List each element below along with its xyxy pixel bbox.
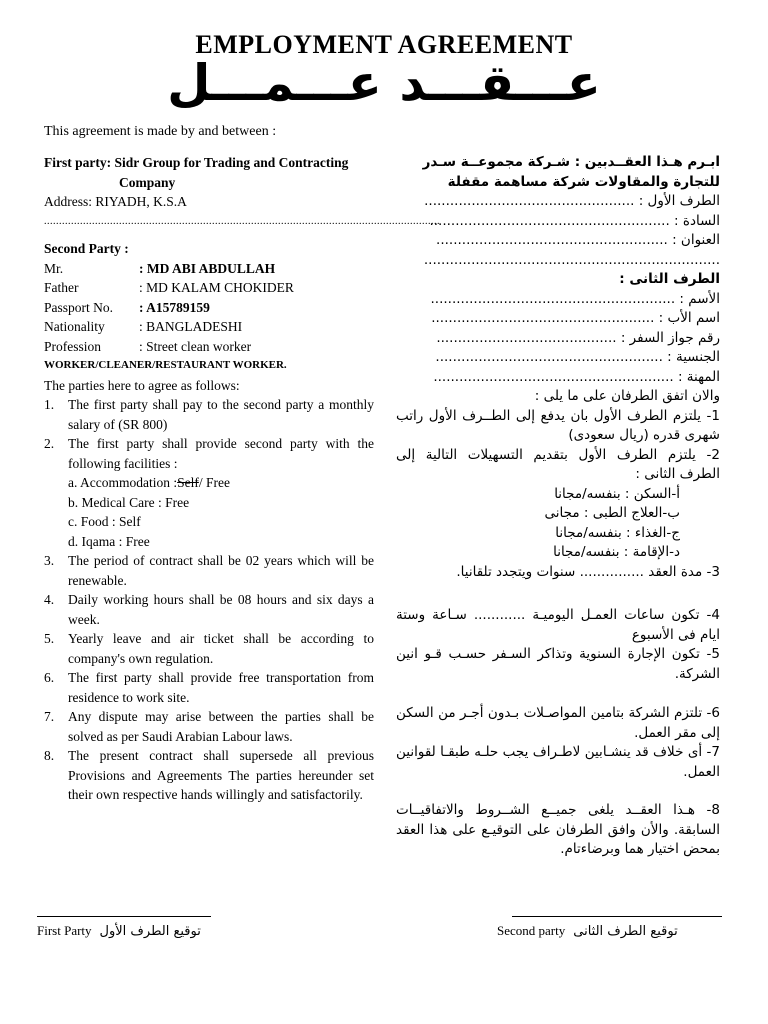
arabic-head-line2: للتجارة والمقاولات شركة مساهمة مقفلة xyxy=(447,173,720,190)
second-party-heading: Second Party : xyxy=(44,241,129,256)
arabic-facility: ب-العلاج الطبى : مجانى xyxy=(544,505,680,521)
arabic-clause-7: 7- أى خلاف قد ينشـابين لاطـراف يجب حلـه طبقـا لقوانين العمل. xyxy=(396,744,720,780)
first-party-line2: Company xyxy=(119,174,176,190)
field-label: Profession xyxy=(44,338,101,354)
field-row xyxy=(44,298,374,318)
clause-item: 8. The present contract shall supersede all previous Provisions and Agreements The parties hereunder set their own respective hands willingly and satisfactorily. xyxy=(44,748,374,802)
clause-item: 4. Daily working hours shall be 08 hours and six days a week. xyxy=(44,592,374,627)
field-label: Mr. xyxy=(44,260,64,276)
field-value: : Street clean worker xyxy=(139,338,252,354)
clause-item: 5. Yearly leave and air ticket shall be according to company's own regulation. xyxy=(44,631,374,666)
arabic-field-line: ..................................................................... xyxy=(423,251,720,268)
facility-iqama: d. Iqama : Free xyxy=(68,533,150,549)
arabic-facility: د-الإقامة : بنفسه/مجانا xyxy=(553,544,680,560)
facility-medical: b. Medical Care : Free xyxy=(68,494,190,510)
field-row xyxy=(44,259,374,279)
english-column xyxy=(44,153,440,805)
profession-extra: WORKER/CLEANER/RESTAURANT WORKER. xyxy=(44,359,287,371)
field-value: : MD KALAM CHOKIDER xyxy=(139,280,294,295)
agree-line: The parties here to agree as follows: xyxy=(44,377,240,393)
field-label: Father xyxy=(44,280,79,295)
dotted-line: .................................................................................................................................... xyxy=(44,215,440,227)
title-arabic: عـــقـــد عـــمـــل xyxy=(167,54,601,112)
second-party-signature-label: Second party توقيع الطرف الثانى xyxy=(497,923,678,939)
clause-list xyxy=(44,395,374,805)
field-value: : BANGLADESHI xyxy=(139,319,243,334)
arabic-field-line: رقم جواز السفر : .......................................... xyxy=(436,329,720,346)
arabic-clause-4: 4- تكون ساعات العمـل اليوميـة ............ سـاعة وستة ايام فى الأسبوع 5- تكون الإجارة السنوية وتذاكر السـفر حسـب قـو انين الشركة. xyxy=(396,606,720,684)
arabic-clause-2: 2- يلتزم الطرف الأول بتقديم التسهيلات التالية إلى الطرف الثانى : xyxy=(396,446,720,482)
arabic-clause-5: 5- تكون الإجارة السنوية وتذاكر السـفر حسـب قـو انين الشركة. xyxy=(396,646,720,682)
first-party-signature-line xyxy=(37,916,211,917)
arabic-head-line1: ابـرم هـذا العقــدبين : شـركة مجموعــة سـدر xyxy=(422,154,720,170)
field-label: Passport No. xyxy=(44,299,114,315)
clause-item: 7. Any dispute may arise between the parties shall be solved as per Saudi Arabian Labour laws. xyxy=(44,709,374,744)
field-row xyxy=(44,337,374,357)
field-value: : A15789159 xyxy=(139,299,210,315)
clause-item: 2. The first party shall provide second party with the following facilities : xyxy=(44,436,374,471)
arabic-field-line: الجنسية : ..................................................... xyxy=(435,349,720,365)
first-party-line1: First party: Sidr Group for Trading and Contracting xyxy=(44,155,349,170)
field-label: Nationality xyxy=(44,319,105,334)
title-english: EMPLOYMENT AGREEMENT xyxy=(195,30,573,59)
field-row xyxy=(44,278,374,298)
arabic-second-heading: الطرف الثانى : xyxy=(619,271,720,287)
arabic-clause-1: 1- يلتزم الطرف الأول بان يدفع إلى الطــرف الأول راتب شهرى قدره (ريال سعودى) xyxy=(396,407,720,443)
arabic-field-line: السادة : ........................................................ xyxy=(429,212,720,229)
arabic-field-line: العنوان : ...................................................... xyxy=(436,232,720,248)
clause-item: 3. The period of contract shall be 02 years which will be renewable. xyxy=(44,553,374,588)
first-party-signature-label: First Party توقيع الطرف الأول xyxy=(37,923,201,939)
arabic-facility: ج-الغذاء : بنفسه/مجانا xyxy=(555,524,680,541)
facility-food: c. Food : Self xyxy=(68,514,141,529)
second-party-signature-line xyxy=(512,916,722,917)
facility-accommodation: a. Accommodation : Self / Free xyxy=(68,475,230,490)
arabic-clause-8: 8- هـذا العقــد يلغى جميــع الشــروط والاتفاقيــات السابقة. والأن وافق الطرفان على التوقيـع على هذا العقد بمحض اختيار هما وبرضاءتام. xyxy=(396,802,720,857)
arabic-field-line: الطرف الأول : ................................................. xyxy=(424,193,720,209)
address-line: Address: RIYADH, K.S.A xyxy=(44,194,187,209)
arabic-field-line: الأسم : ......................................................... xyxy=(430,290,720,307)
arabic-field-line: اسم الأب : .................................................... xyxy=(431,310,720,326)
arabic-column xyxy=(396,153,720,582)
arabic-agree-line: والان اتفق الطرفان على ما يلى : xyxy=(534,388,720,404)
field-value: : MD ABI ABDULLAH xyxy=(139,260,276,276)
second-party-fields xyxy=(44,259,374,357)
clause-item: 6. The first party shall provide free transportation from residence to work site. xyxy=(44,670,374,705)
arabic-facility: أ-السكن : بنفسه/مجانا xyxy=(554,485,680,502)
arabic-clause-6: 6- تلتزم الشركة بتامين المواصـلات بـدون أجـر من السكن إلى مقر العمل. 7- أى خلاف قد ينشـابين لاطـراف يجب حلـه طبقـا لقوانين العمل. xyxy=(396,704,720,782)
field-row xyxy=(44,317,374,337)
intro-text: This agreement is made by and between : xyxy=(44,124,277,139)
clause-item: 1. The first party shall pay to the second party a monthly salary of (SR 800) xyxy=(44,397,374,432)
arabic-clause-3: 3- مدة العقد ............... سنوات ويتجدد تلقانيا. xyxy=(456,563,720,580)
arabic-field-line: المهنة : ........................................................ xyxy=(433,368,720,385)
